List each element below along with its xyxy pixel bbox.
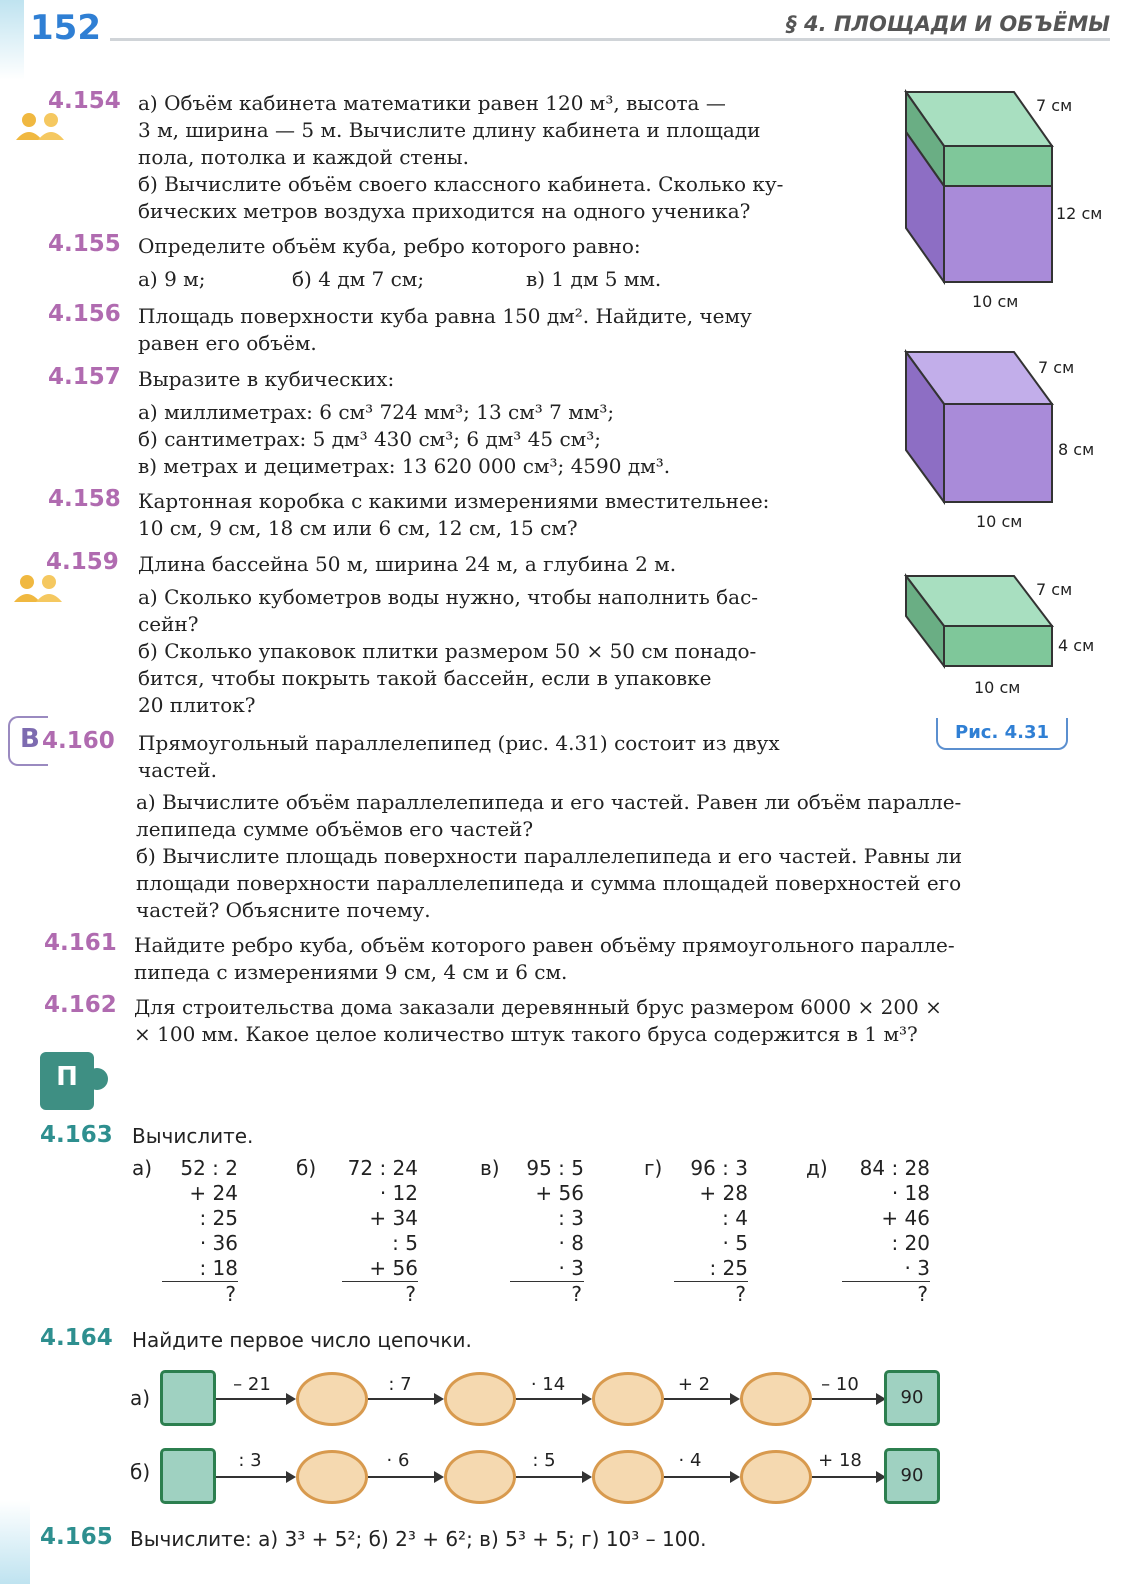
chain-b-op-4: · 4	[678, 1450, 702, 1471]
puzzle-icon: П	[40, 1052, 94, 1110]
text-line: Прямоугольный параллелепипед (рис. 4.31) состоит из двух	[138, 731, 780, 755]
problem-4-155	[138, 233, 872, 260]
calc-step: 84 : 28	[859, 1156, 930, 1180]
text-line: площади поверхности параллелепипеда и сумма площадей поверхностей его	[136, 871, 962, 895]
problem-4-158	[138, 488, 872, 542]
chain-label-a: а)	[130, 1386, 151, 1410]
arrow-icon	[516, 1476, 590, 1478]
chain-b-op-3: : 5	[532, 1450, 556, 1471]
calc-step: + 56	[535, 1181, 584, 1205]
calc-result: ?	[225, 1282, 236, 1306]
text-line: Выразите в кубических:	[138, 367, 395, 391]
text-line: Картонная коробка с какими измерениями вместительнее:	[138, 489, 770, 513]
pair-work-icon	[14, 112, 66, 140]
chain-a-op-3: · 14	[530, 1374, 566, 1395]
calc-result: ?	[735, 1282, 746, 1306]
calc-result: ?	[917, 1282, 928, 1306]
chain-a-op-2: : 7	[388, 1374, 412, 1395]
figure-bottom-depth: 7 см	[1036, 580, 1073, 599]
calc-step: · 3	[904, 1256, 930, 1280]
text-line: 3 м, ширина — 5 м. Вычислите длину кабинета и площади	[138, 118, 761, 142]
chain-a-start	[160, 1370, 216, 1426]
problem-4-163-text: Вычислите.	[132, 1124, 254, 1148]
calc-step: 96 : 3	[690, 1156, 748, 1180]
problem-4-162	[134, 994, 1102, 1048]
column-label: а)	[132, 1156, 153, 1180]
figure-box-middle	[896, 346, 1060, 506]
calc-step: : 25	[199, 1206, 238, 1230]
calc-step: · 8	[558, 1231, 584, 1255]
arrow-icon	[368, 1398, 442, 1400]
column-label: б)	[296, 1156, 317, 1180]
calc-column-d	[644, 1156, 748, 1307]
chain-b-end: 90	[884, 1448, 940, 1504]
text-line: лепипеда сумме объёмов его частей?	[136, 817, 534, 841]
chain-a-end: 90	[884, 1370, 940, 1426]
arrow-icon	[664, 1398, 738, 1400]
calc-column-e	[806, 1156, 930, 1307]
figure-top-depth: 7 см	[1036, 96, 1073, 115]
figure-middle-depth: 7 см	[1038, 358, 1075, 377]
option-c: в) 1 дм 5 мм.	[526, 267, 662, 291]
problem-number-4-165: 4.165	[40, 1524, 113, 1550]
calc-result: ?	[571, 1282, 582, 1306]
option-b: б) 4 дм 7 см;	[292, 267, 425, 291]
problem-4-164-text: Найдите первое число цепочки.	[132, 1328, 472, 1352]
arrow-icon	[216, 1398, 294, 1400]
calc-step: 52 : 2	[180, 1156, 238, 1180]
problem-4-156	[138, 303, 872, 357]
text-line: частей? Объясните почему.	[136, 898, 431, 922]
calc-step: : 20	[891, 1231, 930, 1255]
text-line: б) Сколько упаковок плитки размером 50 × 50 см понадо-	[138, 639, 757, 663]
chain-b-op-5: + 18	[818, 1450, 862, 1471]
calc-column-b	[296, 1156, 418, 1307]
calc-step: · 36	[199, 1231, 238, 1255]
chain-a-op-1: – 21	[233, 1374, 271, 1395]
pair-work-icon	[12, 574, 64, 602]
corner-decoration	[0, 1500, 30, 1584]
text-line: Площадь поверхности куба равна 150 дм². Найдите, чему	[138, 304, 752, 328]
text-line: б) Вычислите площадь поверхности параллелепипеда и его частей. Равны ли	[136, 844, 963, 868]
figure-top-height: 12 см	[1056, 204, 1103, 223]
problem-number-4-164: 4.164	[40, 1325, 113, 1351]
problem-number-4-157: 4.157	[48, 364, 121, 390]
figure-caption: Рис. 4.31	[936, 718, 1068, 750]
calc-step: : 3	[558, 1206, 584, 1230]
problem-number-4-156: 4.156	[48, 301, 121, 327]
text-line: а) Сколько кубометров воды нужно, чтобы наполнить бас-	[138, 585, 759, 609]
chain-a-cell-2	[444, 1372, 516, 1426]
chain-a-op-4: + 2	[677, 1374, 711, 1395]
chain-b-op-1: : 3	[238, 1450, 262, 1471]
calc-step: · 3	[558, 1256, 584, 1280]
arrow-icon	[812, 1476, 884, 1478]
calc-column-c	[480, 1156, 584, 1307]
text-line: Определите объём куба, ребро которого равно:	[138, 234, 641, 258]
calc-step: · 5	[722, 1231, 748, 1255]
text-line: бических метров воздуха приходится на одного ученика?	[138, 199, 751, 223]
arrow-icon	[216, 1476, 294, 1478]
option-a: а) 9 м;	[138, 267, 206, 291]
chain-b-op-2: · 6	[386, 1450, 410, 1471]
text-line: сейн?	[138, 612, 199, 636]
column-label: в)	[480, 1156, 500, 1180]
calc-step: : 18	[199, 1256, 238, 1280]
text-line: Найдите ребро куба, объём которого равен объёму прямоугольного паралле-	[134, 933, 955, 957]
chain-b-start	[160, 1448, 216, 1504]
arrow-icon	[812, 1398, 884, 1400]
calc-column-a	[132, 1156, 238, 1307]
problem-4-160	[138, 730, 872, 784]
problem-4-159	[138, 551, 872, 719]
text-line: Длина бассейна 50 м, ширина 24 м, а глубина 2 м.	[138, 552, 677, 576]
calc-step: + 56	[369, 1256, 418, 1280]
text-line: а) миллиметрах: 6 см³ 724 мм³; 13 см³ 7 мм³;	[138, 400, 615, 424]
calc-step: · 18	[891, 1181, 930, 1205]
text-line: пола, потолка и каждой стены.	[138, 145, 469, 169]
problem-4-157	[138, 366, 872, 480]
problem-4-160-parts	[136, 789, 1104, 924]
text-line: бится, чтобы покрыть такой бассейн, если в упаковке	[138, 666, 712, 690]
calc-step: 95 : 5	[526, 1156, 584, 1180]
problem-number-4-161: 4.161	[44, 930, 117, 956]
calc-step: : 4	[722, 1206, 748, 1230]
arrow-icon	[664, 1476, 738, 1478]
problem-4-165-text: Вычислите: а) 3³ + 5²; б) 2³ + 6²; в) 5³ + 5; г) 10³ – 100.	[130, 1527, 707, 1551]
problem-4-161	[134, 932, 1102, 986]
header-rule	[110, 38, 1110, 41]
text-line: 10 см, 9 см, 18 см или 6 см, 12 см, 15 см?	[138, 516, 578, 540]
section-title: § 4. ПЛОЩАДИ И ОБЪЁМЫ	[786, 12, 1110, 36]
problem-number-4-160: 4.160	[42, 728, 115, 754]
calc-step: 72 : 24	[347, 1156, 418, 1180]
chain-a-cell-1	[296, 1372, 368, 1426]
text-line: б) Вычислите объём своего классного кабинета. Сколько ку-	[138, 172, 784, 196]
text-line: а) Объём кабинета математики равен 120 м³, высота —	[138, 91, 726, 115]
figure-middle-width: 10 см	[976, 512, 1023, 531]
calc-result: ?	[405, 1282, 416, 1306]
figure-bottom-width: 10 см	[974, 678, 1021, 697]
figure-bottom-height: 4 см	[1058, 636, 1095, 655]
page-number: 152	[30, 8, 101, 48]
chain-a-op-5: – 10	[821, 1374, 859, 1395]
problem-number-4-159: 4.159	[46, 549, 119, 575]
text-line: пипеда с измерениями 9 см, 4 см и 6 см.	[134, 960, 568, 984]
problem-number-4-155: 4.155	[48, 231, 121, 257]
arrow-icon	[368, 1476, 442, 1478]
figure-top-width: 10 см	[972, 292, 1019, 311]
text-line: частей.	[138, 758, 217, 782]
text-line: равен его объём.	[138, 331, 317, 355]
text-line: × 100 мм. Какое целое количество штук такого бруса содержится в 1 м³?	[134, 1022, 918, 1046]
problem-number-4-154: 4.154	[48, 88, 121, 114]
problem-number-4-162: 4.162	[44, 992, 117, 1018]
chain-label-b: б)	[130, 1460, 151, 1484]
problem-number-4-163: 4.163	[40, 1122, 113, 1148]
problem-number-4-158: 4.158	[48, 486, 121, 512]
calc-step: + 46	[881, 1206, 930, 1230]
calc-step: + 34	[369, 1206, 418, 1230]
calc-step: + 24	[189, 1181, 238, 1205]
text-line: Для строительства дома заказали деревянный брус размером 6000 × 200 ×	[134, 995, 942, 1019]
corner-decoration	[0, 0, 24, 80]
column-label: г)	[644, 1156, 663, 1180]
text-line: б) сантиметрах: 5 дм³ 430 см³; 6 дм³ 45 см³;	[138, 427, 601, 451]
text-line: а) Вычислите объём параллелепипеда и его частей. Равен ли объём паралле-	[136, 790, 962, 814]
text-line: в) метрах и дециметрах: 13 620 000 см³; 4590 дм³.	[138, 454, 671, 478]
figure-middle-height: 8 см	[1058, 440, 1095, 459]
level-badge: В	[20, 724, 40, 754]
calc-step: : 25	[709, 1256, 748, 1280]
column-label: д)	[806, 1156, 828, 1180]
calc-step: · 12	[379, 1181, 418, 1205]
problem-4-154	[138, 90, 872, 225]
text-line: 20 плиток?	[138, 693, 256, 717]
calc-step: + 28	[699, 1181, 748, 1205]
calc-step: : 5	[392, 1231, 418, 1255]
arrow-icon	[516, 1398, 590, 1400]
